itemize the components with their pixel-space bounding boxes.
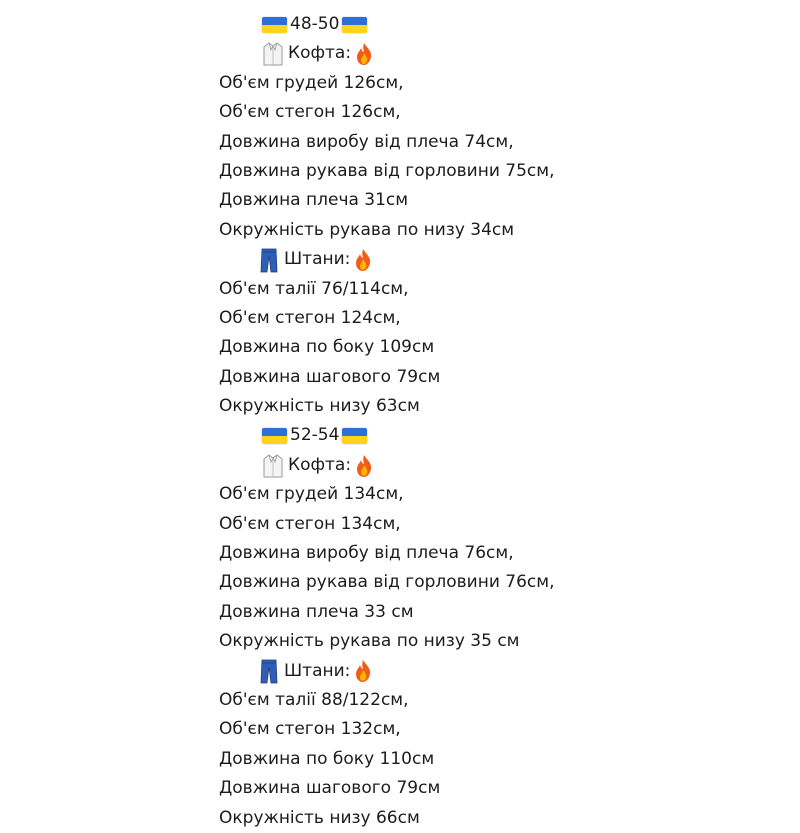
- list-item: Об'єм грудей 126см,: [219, 72, 404, 93]
- pants-label: Штани:: [284, 660, 351, 681]
- list-item: Довжина рукава від горловини 75см,: [219, 160, 555, 181]
- jacket-label: Кофта:: [288, 43, 352, 64]
- pants-label: Штани:: [284, 249, 351, 270]
- list-item: Довжина виробу від плеча 74см,: [219, 131, 514, 152]
- list-item: Об'єм стегон 134см,: [219, 513, 401, 534]
- list-item: Довжина шагового 79см: [219, 366, 441, 387]
- list-item: Довжина рукава від горловини 76см,: [219, 572, 555, 593]
- fire-icon: [354, 42, 374, 66]
- ukraine-flag-icon: [342, 428, 367, 444]
- size-header: [219, 421, 779, 450]
- jacket-header: [219, 39, 779, 68]
- fire-icon: [353, 659, 373, 683]
- list-item: Довжина плеча 31см: [219, 190, 409, 211]
- list-item: Окружність низу 66см: [219, 807, 420, 828]
- list-item: Довжина по боку 110см: [219, 748, 435, 769]
- message-text: [219, 10, 779, 833]
- list-item: Окружність рукава по низу 34см: [219, 219, 515, 240]
- list-item: Довжина шагового 79см: [219, 778, 441, 799]
- list-item: Об'єм стегон 132см,: [219, 719, 401, 740]
- jacket-header: [219, 451, 779, 480]
- jeans-icon: [260, 658, 278, 684]
- list-item: Довжина виробу від плеча 76см,: [219, 543, 514, 564]
- ukraine-flag-icon: [342, 17, 367, 33]
- list-item: Об'єм грудей 134см,: [219, 484, 404, 505]
- fire-icon: [353, 248, 373, 272]
- list-item: Об'єм стегон 124см,: [219, 307, 401, 328]
- jacket-label: Кофта:: [288, 454, 352, 475]
- list-item: Окружність рукава по низу 35 см: [219, 631, 520, 652]
- list-item: Окружність низу 63см: [219, 396, 420, 417]
- list-item: Об'єм талії 88/122см,: [219, 689, 409, 710]
- list-item: Об'єм стегон 126см,: [219, 102, 401, 123]
- pants-header: [219, 245, 779, 274]
- shirt-icon: [262, 41, 284, 67]
- list-item: Довжина плеча 33 см: [219, 601, 414, 622]
- size-label: 52-54: [290, 425, 340, 446]
- size-header: [219, 10, 779, 39]
- ukraine-flag-icon: [262, 17, 287, 33]
- list-item: Об'єм талії 76/114см,: [219, 278, 409, 299]
- size-label: 48-50: [290, 14, 340, 34]
- ukraine-flag-icon: [262, 428, 287, 444]
- list-item: Довжина по боку 109см: [219, 337, 435, 358]
- jeans-icon: [260, 247, 278, 273]
- shirt-icon: [262, 453, 284, 479]
- fire-icon: [354, 454, 374, 478]
- pants-header: [219, 657, 779, 686]
